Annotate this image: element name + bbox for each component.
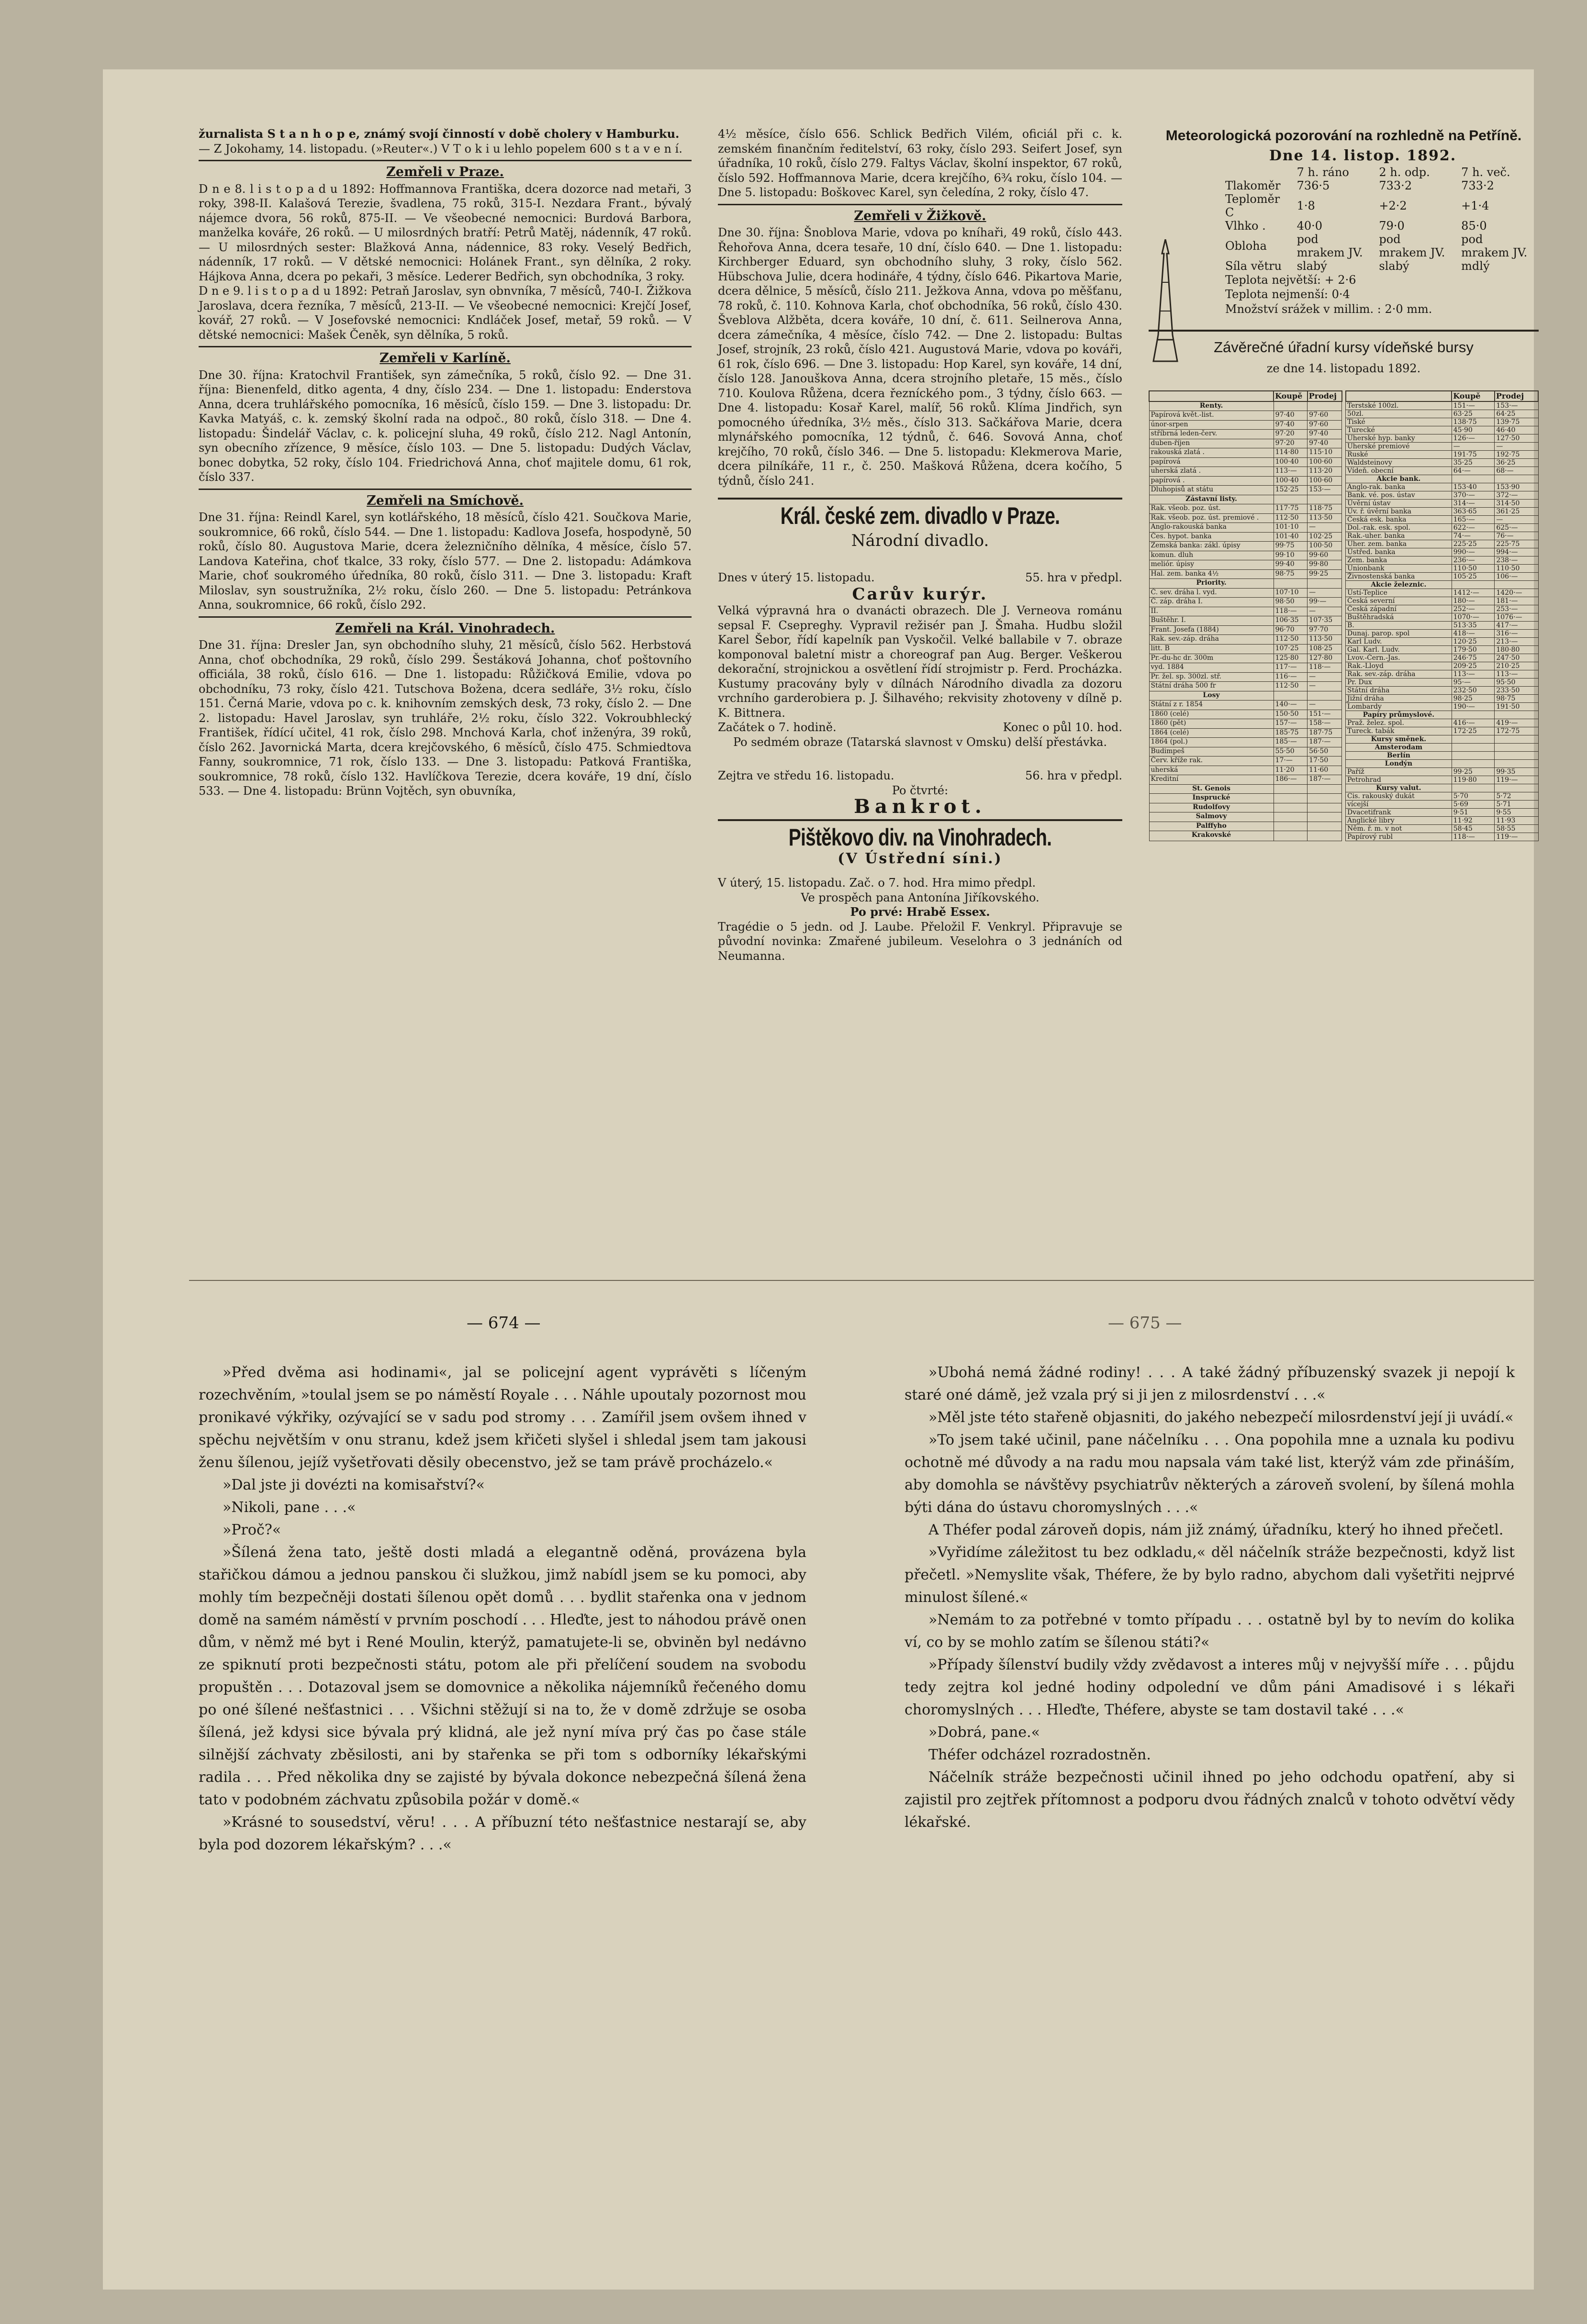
kursy-row: 1860 (celé) 150·50 151·— <box>1149 710 1342 719</box>
kursy-row: Terstské 100zl. 151·— 153·— <box>1346 401 1539 410</box>
kursy-row: Akcie bank. <box>1346 475 1539 483</box>
kursy-row: Ústí-Teplice 1412·— 1420·— <box>1346 589 1539 597</box>
kursy-date: ze dne 14. listopadu 1892. <box>1266 362 1421 375</box>
kursy-row: Česká esk. banka 165·— — <box>1346 515 1539 523</box>
story-paragraph: »Dobrá, pane.« <box>928 1724 1040 1741</box>
kursy-row: Uherské premiové — — <box>1346 442 1539 450</box>
story-paragraph: »To jsem také učinil, pane náčelníku . . . Ona popohila mne a uznala ku podivu ochotně mé důvody a na radu mou napsala vám také list, kterýž vám zde přináším, aby domohla se návštěvy psychiatrův některých a zároveň svolení, by šílená mohla býti dána do ústavu choromyslných . . .« <box>905 1432 1515 1516</box>
show1-dateline: Dnes v úterý 15. listopadu. 55. hra v předpl. <box>718 571 1122 584</box>
kursy-row: Berlín <box>1346 751 1539 759</box>
meteo-table: 7 h. ráno 2 h. odp. 7 h. več. Tlakoměr 736·5 733·2 733·2 Teploměr C 1·8 +2·2 +1·4 Vlhko . 40·0 79·0 85·0 Obloha pod mrakem JV. pod mrakem JV. pod mrakem JV. Síla větru slabý slabý mdlý <box>1225 165 1528 273</box>
kursy-row: Frant. Josefa (1884) 96·70 97·70 <box>1149 625 1342 635</box>
kursy-row: B. 513·35 417·— <box>1346 621 1539 629</box>
kursy-row: Rak. všeob. poz. úst. 117·75 118·75 <box>1149 504 1342 514</box>
kursy-row: Č. záp. dráha I. 98·50 99·— <box>1149 598 1342 607</box>
kursy-row: Dol.-rak. esk. spol. 622·— 625·— <box>1346 523 1539 532</box>
kursy-row: Paříž 99·25 99·35 <box>1346 767 1539 776</box>
meteo-date: Dne 14. listop. 1892. <box>1269 147 1457 164</box>
pistek-subheading: (V Ústřední síni.) <box>838 850 1003 867</box>
kursy-row: Úv. ř. úvěrní banka 363·65 361·25 <box>1346 507 1539 515</box>
pistek-heading: Pištěkovo div. na Vinohradech. <box>788 823 1052 851</box>
kursy-row: papírová . 100·40 100·60 <box>1149 476 1342 486</box>
kursy-row: Uherské hyp. banky 126·— 127·50 <box>1346 434 1539 442</box>
deaths-zizkov: Dne 30. října: Šnoblova Marie, vdova po kníhaři, 49 roků, číslo 443. Řehořova Anna, dcera tesaře, 10 dní, číslo 640. — Dne 1. listopadu: Kirchberger Eduard, syn obchodního sluhy, 3 roky, číslo 562. Hübschova Julie, dcera hodináře, 4 týdny, číslo 646. Pikartova Marie, dcera dělnice, 5 měsíců, číslo 211. Ježkova Anna, vdova po měšťanu, 78 roků, č. 110. Kohnova Karla, choť obchodníka, 56 roků, číslo 430. Šveblova Alžběta, dcera kováře, 10 dní, č. 611. Seilnerova Anna, dcera zámečníka, 4 měsíce, číslo 742. — Dne 2. listopadu: Bultas Josef, strojník, 23 roků, číslo 421. Augustová Marie, vdova po kováři, 61 rok, číslo 696. — Dne 3. listopadu: Hop Karel, syn kováře, 14 dní, číslo 128. Janouškova Anna, dcera strojního pletaře, 15 měs., číslo 710. Koulova Růžena, dcera řezníckého pom., 3 týdny, číslo 663. — Dne 4. listopadu: Kosař Karel, malíř, 56 roků. Klíma Jindřich, syn pomocného úředníka, 3½ měs., číslo 313. Sačkářova Marie, dcera mlynářského pomocníka, 12 týdnů, č. 646. Sovová Anna, choť krejčího, 70 roků, číslo 346. — Dne 5. listopadu: Klekmerova Marie, dcera pilníkáře, 11 r., č. 250. Mašková Růžena, dcera kočího, 5 týdnů, číslo 241. <box>718 226 1122 488</box>
kursy-row: Priority. <box>1149 579 1342 589</box>
kursy-row: rakouská zlatá . 114·80 115·10 <box>1149 448 1342 458</box>
story-paragraph: »Vyřidíme záležitost tu bez odkladu,« děl náčelník stráže bezpečnosti, když list přečetl. »Nemyslite však, Théfere, že by bylo radno, abychom dali vyšetřiti nejprvé minulost šílené.« <box>905 1544 1515 1606</box>
kursy-row: Lvov.-Čern.-Jas. 246·75 247·50 <box>1346 654 1539 662</box>
kursy-row: Anglické libry 11·92 11·93 <box>1346 816 1539 824</box>
column-meteo-kursy <box>1149 127 1539 841</box>
kursy-row: Rudolfovy <box>1149 803 1342 812</box>
kursy-row: Česká západní 252·— 253·— <box>1346 605 1539 613</box>
deaths-prague-nov8: D n e 8. l i s t o p a d u 1892: Hoffmannova Františka, dcera dozorce nad metaři, 3 roky, 398-II. Kalašová Terezie, švadlena, 75 roků, 315-I. Nezdara Frant., bývalý nájemce dvora, 56 roků, 875-II. — Ve všeobecné nemocnici: Burdová Barbora, manželka kováře, 26 roků. — U milosrdných bratří: Petrů Matěj, nádenník, 47 roků. — U milosrdných sester: Blažková Anna, nádennice, 83 roky. Veselý Bedřich, nádenník, 17 roků. — V dětské nemocnici: Holánek Frant., syn dělníka, 2 roky. Hájkova Anna, dcera po pekaři, 3 měsíce. Lederer Bedřich, syn obchodníka, 3 roky. <box>199 182 692 283</box>
kursy-row: II. 118·— — <box>1149 607 1342 616</box>
kursy-row: Živnostenská banka 105·25 106·— <box>1346 572 1539 580</box>
news-stanhope: žurnalista S t a n h o p e, známý svojí činností v době cholery v Hamburku. <box>199 127 680 141</box>
kursy-row: únor-srpen 97·40 97·60 <box>1149 420 1342 430</box>
theatre-subheading: Národní divadlo. <box>851 531 989 550</box>
kursy-row: vícejší 5·69 5·71 <box>1346 800 1539 808</box>
kursy-row: Státní z r. 1854 140·— — <box>1149 701 1342 710</box>
kursy-row: Vídeň. obecní 64·— 68·— <box>1346 467 1539 475</box>
story-paragraph: »Před dvěma asi hodinami«, jal se policejní agent vyprávěti s líčeným rozechvěním, »toulal jsem se po náměstí Royale . . . Náhle upoutaly pozornost mou pronikavé výkřiky, ozývající se v sadu pod stromy . . . Zamířil jsem ovšem ihned v spěchu největším v onu stranu, kdež jsem křičeti slyšel i shledal jsem tam jakousi ženu šílenou, jejíž vyšetřovati děsily obecenstvo, jež se tam právě procházelo.« <box>199 1364 806 1471</box>
kursy-row: Amsterodam <box>1346 743 1539 751</box>
kursy-row: Dunaj. parop. spol 418·— 316·— <box>1346 629 1539 637</box>
page-number-left: — 674 — <box>467 1313 541 1333</box>
kursy-row: Cis. rakouský dukát 5·70 5·72 <box>1346 792 1539 800</box>
kursy-row: Rak. sev.-záp. dráha 113·— 113·— <box>1346 670 1539 678</box>
column-theatre <box>718 127 1122 963</box>
kursy-row: Rak.-Lloyd 209·25 210·25 <box>1346 662 1539 670</box>
meteo-rain: Množství srážek v millim. : 2·0 mm. <box>1225 302 1432 316</box>
kursy-row: Krakovské <box>1149 831 1342 841</box>
story-paragraph: »Krásné to sousedství, věru! . . . A příbuzní této nešťastnice nestarají se, aby byla pod dozorem lékařským? . . .« <box>199 1814 806 1853</box>
kursy-row: Zástavní listy. <box>1149 495 1342 504</box>
meteo-title: Meteorologická pozorování na rozhledně na Petříně. <box>1165 128 1522 144</box>
kursy-row: Zemská banka: zákl. úpisy 99·75 100·50 <box>1149 542 1342 551</box>
heading-zizkov: Zemřeli v Žižkově. <box>854 208 986 223</box>
story-paragraph: »Nikoli, pane . . .« <box>223 1499 356 1516</box>
kursy-row: Unionbank 110·50 110·50 <box>1346 564 1539 572</box>
deaths-vinohrady-cont: 4½ měsíce, číslo 656. Schlick Bedřich Vilém, oficiál při c. k. zemském finančním ředitelství, 63 roky, číslo 293. Seifert Josef, syn úřadníka, 10 roků, číslo 279. Faltys Václav, školní inspektor, 67 roků, číslo 592. Hoffmannova Marie, dcera krejčího, 6¾ roku, číslo 104. — Dne 5. listopadu: Boškovec Karel, syn čeledína, 2 roky, číslo 47. <box>718 127 1122 199</box>
kursy-row: 50zl. 63·25 64·25 <box>1346 410 1539 418</box>
kursy-row: Tureck. tabák 172·25 172·75 <box>1346 727 1539 735</box>
kursy-row: Čes. hypot. banka 101·40 102·25 <box>1149 532 1342 542</box>
kursy-row: stříbrná leden-červ. 97·20 97·40 <box>1149 430 1342 439</box>
meteo-tmin: Teplota nejmenší: 0·4 <box>1225 288 1350 301</box>
kursy-row: St. Genois <box>1149 784 1342 794</box>
story-paragraph: »Případy šílenství budily vždy zvědavost a interes můj v nejvyšší míře . . . půjdu tedy zejtra kol jedné hodiny odpolední ve dům páni Amadisové i s lékaři choromyslných . . . Hleďte, Théfere, abyste se tam dostavil také . . .« <box>905 1657 1515 1718</box>
kursy-row: Kursy valut. <box>1346 784 1539 792</box>
story-left <box>199 1361 806 1856</box>
kursy-row: Petrohrad 119·80 119·— <box>1346 776 1539 784</box>
pistek-benefit: Ve prospěch pana Antonína Jiříkovského. <box>801 890 1039 904</box>
kursy-row: 1864 (pol.) 185·— 187·— <box>1149 738 1342 747</box>
kursy-row: Gal. Karl. Ludv. 179·50 180·80 <box>1346 645 1539 654</box>
kursy-row: Anglo-rak. banka 153·40 153·90 <box>1346 483 1539 491</box>
kursy-row: Tiské 138·75 139·75 <box>1346 418 1539 426</box>
kursy-row: Jižní dráha 98·25 98·75 <box>1346 694 1539 702</box>
column-deaths <box>199 127 692 799</box>
kursy-row: Státní dráha 232·50 233·50 <box>1346 686 1539 694</box>
kursy-table-left: Koupě Prodej Renty. Papírová květ.-list. 97·40 97·60 únor-srpen 97·40 97·60 stříbrná leden-červ. 97·20 97·40 duben-říjen 97·20 97·40 rakouská zlatá . 114·80 115·10 papírová 100·40 100·60 uherská zlatá . 113·— 113·20 papírová . 100·40 100·60 Dluhopisů at státu 152·25 153·— Zástavní listy. Rak. všeob. poz. úst. 117·75 118·75 Rak. všeob. poz. úst. premiové . 112·50 113·50 Anglo-rakouská banka 101·10 — Čes. hypot. banka 101·40 102·25 Zemská banka: zákl. úpisy 99·75 100·50 komun. dluh 99·10 99·60 meliór. úpisy 99·40 99·80 Hal. zem. banka 4½ 98·75 99·25 Priority. Č. sev. dráha l. vyd. 107·10 — Č. záp. dráha I. 98·50 99·— II. 118·— — Buštěhr. I. 106·35 107·35 Frant. Josefa (1884) 96·70 97·70 Rak. sev.-záp. dráha 112·50 113·50 litt. B 107·25 108·25 Pr.-du-hc dr. 300m 125·80 127·80 vyd. 1884 117·— 118·— Pr. žel. sp. 300zl. stř. 116·— — Státní dráha 500 fr 112·50 — Losy Státní z r. 1854 140·— — 1860 (celé) 150·50 151·— 1860 (pět) 157·— 158·— 1864 (celé) 185·75 187·75 1864 (pol.) 185·— 187·— Budimpeš 55·50 56·50 Červ. kříže rak. 17·— 17·50 uherská 11·20 11·60 Kreditní 186·— 187·— St. Genois Insprucké Rudolfovy Salmovy Palffyho Krakovské <box>1149 390 1342 841</box>
kursy-row: Papírová květ.-list. 97·40 97·60 <box>1149 411 1342 421</box>
kursy-row: Turecké 45·90 46·40 <box>1346 426 1539 434</box>
kursy-row: duben-říjen 97·20 97·40 <box>1149 439 1342 448</box>
show1-intermission: Po sedmém obraze (Tatarská slavnost v Omsku) delší přestávka. <box>733 735 1107 749</box>
page-number-right: — 675 — <box>1108 1313 1182 1333</box>
kursy-row: Karl Ludv. 120·25 213·— <box>1346 637 1539 645</box>
kursy-row: Úvěrní ústav 314·— 314·50 <box>1346 499 1539 507</box>
page-divider <box>189 1280 1534 1281</box>
kursy-row: Ústřed. banka 990·— 994·— <box>1346 548 1539 556</box>
theatre-heading: Král. české zem. divadlo v Praze. <box>780 502 1060 529</box>
kursy-row: Červ. kříže rak. 17·— 17·50 <box>1149 756 1342 766</box>
kursy-tables <box>1149 390 1539 841</box>
kursy-row: Hal. zem. banka 4½ 98·75 99·25 <box>1149 569 1342 579</box>
kursy-row: Papíry průmyslové. <box>1346 711 1539 719</box>
kursy-row: Palffyho <box>1149 822 1342 831</box>
kursy-row: Pr.-du-hc dr. 300m 125·80 127·80 <box>1149 654 1342 663</box>
show2-pre: Po čtvrté: <box>892 783 949 797</box>
heading-smichov: Zemřeli na Smíchově. <box>367 493 524 508</box>
kursy-table-right: Koupě Prodej Terstské 100zl. 151·— 153·— 50zl. 63·25 64·25 Tiské 138·75 139·75 Turecké 45·90 46·40 Uherské hyp. banky 126·— 127·50 Uherské premiové — — Ruské 191·75 192·75 Waldsteinovy 35·25 36·25 Vídeň. obecní 64·— 68·— Akcie bank. Anglo-rak. banka 153·40 153·90 Bank. vé. pos. ústav 370·— 372·— Úvěrní ústav 314·— 314·50 Úv. ř. úvěrní banka 363·65 361·25 Česká esk. banka 165·— — Dol.-rak. esk. spol. 622·— 625·— Rak.-uher. banka 74·— 76·— Uher. zem. banka 225·25 225·75 Ústřed. banka 990·— 994·— Zem. banka 236·— 238·— Unionbank 110·50 110·50 Živnostenská banka 105·25 106·— Akcie železnic. Ústí-Teplice 1412·— 1420·— Česká severní 180·— 181·— Česká západní 252·— 253·— Buštěhradská 1070·— 1076·— B. 513·35 417·— Dunaj. parop. spol 418·— 316·— Karl Ludv. 120·25 213·— Gal. Karl. Ludv. 179·50 180·80 Lvov.-Čern.-Jas. 246·75 247·50 Rak.-Lloyd 209·25 210·25 Rak. sev.-záp. dráha 113·— 113·— Pr. Dux 95·— 95·50 Státní dráha 232·50 233·50 Jižní dráha 98·25 98·75 Lombardy 190·— 191·50 Papíry průmyslové. Praž. želez. spol. 416·— 419·— Tureck. tabák 172·25 172·75 Kursy směnek. Amsterodam Berlín Londýn Paříž 99·25 99·35 Petrohrad 119·80 119·— Kursy valut. Cis. rakouský dukát 5·70 5·72 vícejší 5·69 5·71 Dvacetifrank 9·51 9·55 Anglické libry 11·92 11·93 Něm. ř. m. v not 58·45 58·55 Papírový rubl 118·— 119·— <box>1345 390 1539 841</box>
story-paragraph: »Měl jste této stařeně objasniti, do jakého nebezpečí milosrdenství její ji uvádí.« <box>928 1409 1514 1426</box>
kursy-row: vyd. 1884 117·— 118·— <box>1149 663 1342 673</box>
deaths-karlin: Dne 30. října: Kratochvil František, syn zámečníka, 5 roků, číslo 92. — Dne 31. října: Bienenfeld, ditko agenta, 4 dny, číslo 234. — Dne 1. listopadu: Enderstova Anna, dcera truhlářského pomocníka, 16 měsíců, číslo 159. — Dne 3. listopadu: Dr. Kavka Matyáš, c. k. zemský školní rada na odpoč., 80 roků, číslo 318. — Dne 4. listopadu: Šindelář Václav, c. k. policejní sluha, 49 roků, číslo 212. Nagl Antonín, syn obecního zřízence, 9 měsíce, číslo 103. — Dne 5. listopadu: Dudých Václav, bonec dobytka, 52 roky, číslo 104. Friedrichová Anna, choť majitele domu, 61 rok, číslo 337. <box>199 368 692 484</box>
pistek-date: V úterý, 15. listopadu. Zač. o 7. hod. Hra mimo předpl. <box>718 876 1036 890</box>
deaths-prague-nov9: D n e 9. l i s t o p a d u 1892: Petraň Jaroslav, syn obnvníka, 7 měsíců, 740-I. Žižkova Jaroslava, dcera řezníka, 7 měsíců, 213-II. — Ve všeobecné nemocnici: Krejčí Josef, kovář, 27 roků. — V Josefovské nemocnici: Kndláček Josef, metař, 59 roků. — V dětské nemocnici: Mašek Čeněk, syn dělníka, 5 roků. <box>199 284 692 342</box>
petrin-tower-icon <box>1149 239 1182 364</box>
newspaper-sheet <box>103 69 1534 2290</box>
kursy-row: Něm. ř. m. v not 58·45 58·55 <box>1346 824 1539 833</box>
deaths-vinohrady: Dne 31. října: Dresler Jan, syn obchodního sluhy, 21 měsíců, číslo 562. Herbstová Anna, choť obchodníka, 29 roků, číslo 299. Šestáková Johanna, choť poštovního officiála, 38 roků, číslo 616. — Dne 1. listopadu: Růžičková Emilie, vdova po obchodníku, 73 roky, číslo 421. Tutschova Božena, dcera sedláře, 3½ roku, číslo 151. Černá Marie, vdova po c. k. knihovním zemských desk, 73 roky, číslo 2. — Dne 2. listopadu: Havel Jaroslav, syn truhláře, 2½ roku, číslo 322. Vokroubhlecký František, řídící učitel, 41 rok, číslo 298. Mnchová Karla, choť inženýra, 39 roků, číslo 262. Javornická Marta, dcera krejčovského, 6 měsíců, číslo 475. Schmiedtova Fanny, soukromnice, 71 rok, číslo 133. — Dne 3. listopadu: Patková Františka, soukromnice, 78 roků, číslo 132. Havlíčkova Terezie, dcera kováře, 19 dní, číslo 533. — Dne 4. listopadu: Brünn Vojtěch, syn obuvníka, <box>199 638 692 798</box>
kursy-row: Ruské 191·75 192·75 <box>1346 450 1539 458</box>
kursy-row: uherská 11·20 11·60 <box>1149 766 1342 775</box>
kursy-row: Pr. žel. sp. 300zl. stř. 116·— — <box>1149 672 1342 682</box>
story-right <box>905 1361 1515 1834</box>
kursy-row: Dvacetifrank 9·51 9·55 <box>1346 808 1539 816</box>
news-jokohama: — Z Jokohamy, 14. listopadu. (»Reuter«.) V T o k i u lehlo popelem 600 s t a v e n í. <box>199 142 682 156</box>
show1-description: Velká výpravná hra o dvanácti obrazech. Dle J. Verneova románu sepsal F. Csepreghy. Vypravil režisér pan J. Šmaha. Hudbu složil Karel Šebor, řídí kapelník pan Vyskočil. Velké ballabile v 7. obraze komponoval baletní mistr a choreograf pan Aug. Berger. Veškerou dekorační, strojnickou a osvětlení řídí strojmistr p. Ferd. Procházka. Kustumy pracovány byly v dílnách Národního divadla za dozoru vrchního garderobiera p. J. Šilhavého; rekvisity zhotoveny v dílně p. K. Bittnera. <box>718 604 1122 720</box>
heading-prague: Zemřeli v Praze. <box>386 165 504 179</box>
story-paragraph: »Ubohá nemá žádné rodiny! . . . A také žádný příbuzenský svazek ji nepojí k staré oné dámě, jež vzala prý si ji jen z milosrdenství . . .« <box>905 1364 1515 1403</box>
kursy-row: Renty. <box>1149 401 1342 411</box>
kursy-row: litt. B 107·25 108·25 <box>1149 644 1342 654</box>
kursy-row: Buštěhr. I. 106·35 107·35 <box>1149 616 1342 626</box>
kursy-row: Kreditní 186·— 187·— <box>1149 775 1342 785</box>
kursy-row: Bank. vé. pos. ústav 370·— 372·— <box>1346 491 1539 499</box>
kursy-row: meliór. úpisy 99·40 99·80 <box>1149 560 1342 570</box>
kursy-row: Česká severní 180·— 181·— <box>1346 597 1539 605</box>
kursy-row: Waldsteinovy 35·25 36·25 <box>1346 458 1539 467</box>
kursy-row: Uher. zem. banka 225·25 225·75 <box>1346 540 1539 548</box>
deaths-smichov: Dne 31. října: Reindl Karel, syn kotlářského, 18 měsíců, číslo 421. Součkova Marie, soukromnice, 66 roků, číslo 544. — Dne 1. listopadu: Kadlova Josefa, hospodyně, 50 roků, číslo 80. Augustova Marie, dcera železničního dělníka, 4 měsíce, číslo 57. Landova Kateřina, choť tkalce, 33 roky, číslo 577. — Dne 2. listopadu: Adámkova Marie, choť soukromého úředníka, 80 roků, číslo 311. — Dne 3. listopadu: Kraft Miloslav, syn soustružníka, 2½ roku, číslo 260. — Dne 5. listopadu: Petránkova Anna, soukromnice, 66 roků, číslo 292. <box>199 511 692 612</box>
kursy-row: Dluhopisů at státu 152·25 153·— <box>1149 486 1342 495</box>
show2-title: Bankrot. <box>854 795 986 818</box>
story-paragraph: »Dal jste ji dovézti na komisařství?« <box>223 1477 485 1493</box>
story-paragraph: »Šílená žena tato, ještě dosti mladá a elegantně oděná, provázena byla stařičkou dámou a jednou panskou či služkou, jimž nabídl jsem se ku pomoci, aby mohly tím bezpečněji dostati šílenou opět domů . . . bydlit stařenka ona v jednom domě na samém náměstí v prvním poschodí . . . Hleďte, jest to náhodou právě onen dům, v němž mé byt i René Moulin, kterýž, pamatujete-li se, obviněn byl nedávno ze spiknutí proti bezpečnosti státu, potom ale při přelíčení soudem na svobodu propuštěn . . . Dotazoval jsem se domovnice a několika nájemníků řečeného domu po oné šílené nešťastnici . . . Všichni stěžují si na to, že v domě zdržuje se osoba šílená, jež kdysi sice bývala prý klidná, ale jež nyní míva prý čas po čase stále silnější záchvaty zběsilosti, ani by stařenka se při tom s odborníky lékařskými radila . . . Před několika dny se zajisté by bývala dokonce nebezpečná šílená žena tato v podobném záchvatu způsobila požár v domě.« <box>199 1544 806 1808</box>
story-paragraph: A Théfer podal zároveň dopis, nám již známý, úřadníku, který ho ihned přečetl. <box>928 1522 1504 1538</box>
show1-title: Carův kurýr. <box>852 584 988 604</box>
kursy-row: Rak. sev.-záp. dráha 112·50 113·50 <box>1149 635 1342 645</box>
kursy-row: Pr. Dux 95·— 95·50 <box>1346 678 1539 686</box>
kursy-heading: Závěrečné úřadní kursy vídeňské bursy <box>1214 339 1474 356</box>
show2-dateline: Zejtra ve středu 16. listopadu. 56. hra v předpl. <box>718 769 1122 782</box>
kursy-row: Č. sev. dráha l. vyd. 107·10 — <box>1149 588 1342 598</box>
kursy-row: Budimpeš 55·50 56·50 <box>1149 747 1342 756</box>
pistek-first: Po prvé: Hrabě Essex. <box>850 905 990 919</box>
kursy-row: 1860 (pět) 157·— 158·— <box>1149 719 1342 729</box>
kursy-row: Kursy směnek. <box>1346 735 1539 743</box>
kursy-row: Buštěhradská 1070·— 1076·— <box>1346 613 1539 621</box>
kursy-row: Akcie železnic. <box>1346 580 1539 589</box>
pistek-text: Tragédie o 5 jedn. od J. Laube. Přeložil F. Venkryl. Připravuje se původní novinka: Zmařené jubileum. Veselohra o 3 jednáních od Neumanna. <box>718 920 1122 963</box>
kursy-row: Rak. všeob. poz. úst. premiové . 112·50 113·50 <box>1149 513 1342 523</box>
kursy-row: Losy <box>1149 691 1342 701</box>
kursy-row: papírová 100·40 100·60 <box>1149 457 1342 467</box>
story-paragraph: Náčelník stráže bezpečnosti učinil ihned po jeho odchodu opatření, aby si zajistil pro zejtřek přítomnost a podporu dvou řádných znalců v tohoto odvětví vědy lékařské. <box>905 1769 1515 1831</box>
story-paragraph: Théfer odcházel rozradostněn. <box>928 1746 1151 1763</box>
show1-times: Začátek o 7. hodině. Konec o půl 10. hod. <box>718 721 1122 734</box>
heading-vinohrady: Zemřeli na Král. Vinohradech. <box>335 621 555 636</box>
kursy-row: komun. dluh 99·10 99·60 <box>1149 551 1342 560</box>
kursy-row: Praž. želez. spol. 416·— 419·— <box>1346 719 1539 727</box>
kursy-row: Londýn <box>1346 759 1539 767</box>
kursy-row: Insprucké <box>1149 794 1342 803</box>
kursy-row: 1864 (celé) 185·75 187·75 <box>1149 728 1342 738</box>
kursy-row: Anglo-rakouská banka 101·10 — <box>1149 523 1342 533</box>
kursy-row: Papírový rubl 118·— 119·— <box>1346 833 1539 841</box>
kursy-row: uherská zlatá . 113·— 113·20 <box>1149 467 1342 477</box>
story-paragraph: »Nemám to za potřebné v tomto případu . . . ostatně byl by to nevím do kolika ví, co by se mohlo zatím se šílenou státi?« <box>905 1612 1515 1651</box>
kursy-row: Státní dráha 500 fr 112·50 — <box>1149 682 1342 691</box>
kursy-row: Rak.-uher. banka 74·— 76·— <box>1346 532 1539 540</box>
story-paragraph: »Proč?« <box>223 1522 281 1538</box>
meteo-tmax: Teplota největší: + 2·6 <box>1225 273 1356 287</box>
heading-karlin: Zemřeli v Karlíně. <box>380 351 511 366</box>
kursy-row: Zem. banka 236·— 238·— <box>1346 556 1539 564</box>
kursy-row: Salmovy <box>1149 812 1342 822</box>
kursy-row: Lombardy 190·— 191·50 <box>1346 702 1539 711</box>
